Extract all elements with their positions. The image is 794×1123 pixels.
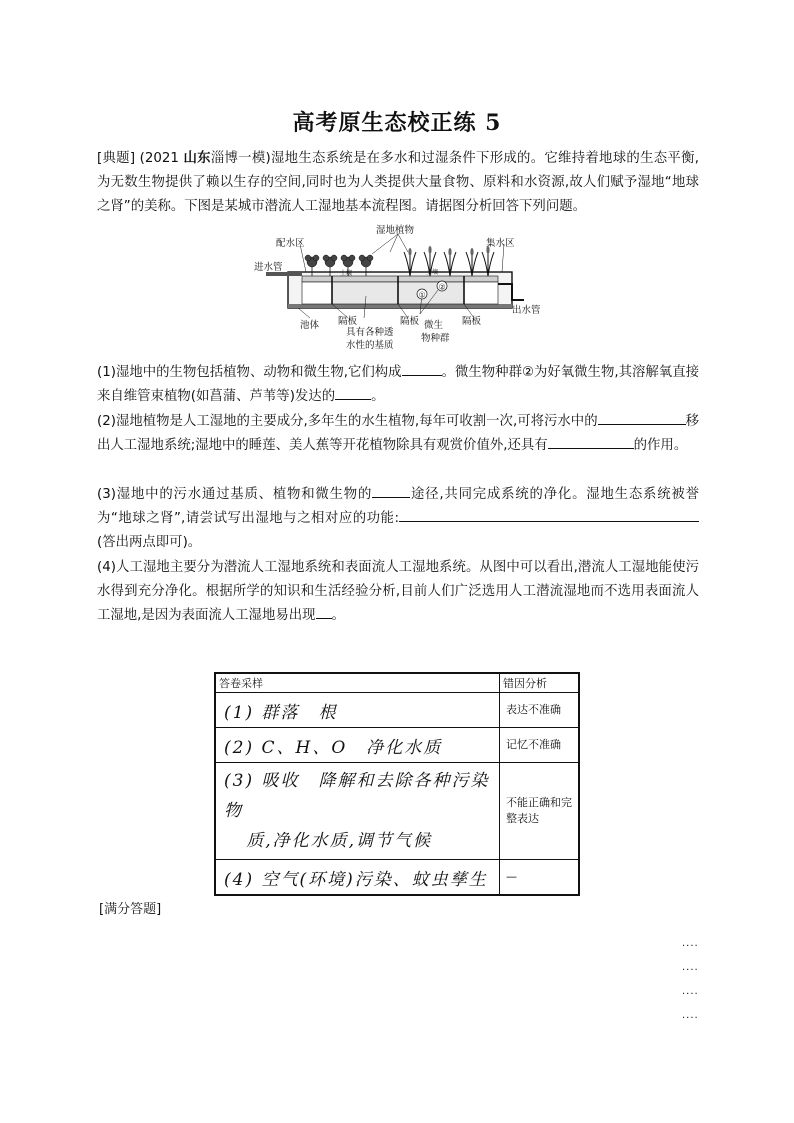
answer-line-dots: .... xyxy=(682,938,699,949)
error-analysis: 表达不准确 xyxy=(500,693,580,728)
substrate-label-2: 水性的基质 xyxy=(346,340,394,351)
inlet-pipe-label: 进水管 xyxy=(254,262,283,273)
answer-handwriting: 吸收 降解和去除各种污染物 xyxy=(224,771,490,821)
table-row xyxy=(215,693,579,728)
q4-text-end: 。 xyxy=(331,608,345,623)
table-row xyxy=(215,763,579,860)
error-analysis: 记忆不准确 xyxy=(500,728,580,763)
q4-text: (4)人工湿地主要分为潜流人工湿地系统和表面流人工湿地系统。从图中可以看出,潜流人工湿地能使污水得到充分净化。根据所学的知识和生活经验分析,目前人们广泛选用人工潜流湿地而不选用表面流人工湿地,是因为表面流人工湿地易出现 xyxy=(97,560,699,623)
collection-zone-label: 集水区 xyxy=(486,238,515,249)
q2-text-a: (2)湿地植物是人工湿地的主要成分,多年生的水生植物,每年可收割一次,可将污水中的 xyxy=(97,414,598,429)
soil-label-a: 土壤 xyxy=(340,270,353,277)
wetland-diagram xyxy=(240,222,560,354)
q3-blank-1[interactable] xyxy=(372,483,410,498)
intro-source-post: 淄博一模) xyxy=(210,151,271,166)
answer-handwriting: 群落 根 xyxy=(261,702,338,723)
q1-text-a: (1)湿地中的生物包括植物、动物和微生物,它们构成 xyxy=(97,365,402,380)
header-error-analysis: 错因分析 xyxy=(500,673,580,693)
intro-paragraph xyxy=(97,147,699,219)
error-analysis: 不能正确和完整表达 xyxy=(500,763,580,860)
pool-label: 池体 xyxy=(300,320,320,331)
q3-blank-2[interactable] xyxy=(399,507,699,522)
distribution-zone-label: 配水区 xyxy=(276,238,305,249)
answer-line-dots: .... xyxy=(682,986,699,997)
answer-num: (2) xyxy=(224,737,255,758)
partition-right-label: 隔板 xyxy=(462,316,482,327)
intro-text: 湿地生态系统是在多水和过湿条件下形成的。它维持着地球的生态平衡,为无数生物提供了赖以生存的空间,同时也为人类提供大量食物、原料和水资源,故人们赋予湿地“地球之肾”的美称。下图是某城市潜流人工湿地基本流程图。请据图分析回答下列问题。 xyxy=(97,151,700,214)
intro-source-bold: 山东 xyxy=(183,151,211,166)
circle-label-1: ① xyxy=(418,290,426,300)
q2-text-b: 移出人工湿地系统;湿地中的睡莲、美人蕉等开花植物除具有观赏价值外,还具有 xyxy=(97,414,699,453)
substrate-label-1: 具有各种透 xyxy=(346,327,394,338)
microbe-label-2: 物种群 xyxy=(421,333,450,344)
answer-handwriting: C、H、O 净化水质 xyxy=(261,737,443,758)
intro-tag: [典题] xyxy=(97,151,136,166)
answer-handwriting: 空气(环境)污染、蚊虫孳生 xyxy=(261,869,488,890)
question-4 xyxy=(97,556,699,628)
header-answer-sample: 答卷采样 xyxy=(215,673,500,693)
full-marks-heading: [满分答题] xyxy=(99,902,162,917)
circle-label-2: ② xyxy=(438,282,446,292)
q1-blank-2[interactable] xyxy=(335,385,371,400)
q2-text-c: 的作用。 xyxy=(633,438,688,453)
q1-text-b: 。微生物种群②为好氧微生物,其溶解氧直接来自维管束植物(如菖蒲、芦苇等)发达的 xyxy=(97,365,699,404)
q1-text-c: 。 xyxy=(371,389,385,404)
question-2 xyxy=(97,410,699,458)
question-1 xyxy=(97,361,699,409)
q1-blank-1[interactable] xyxy=(402,361,442,376)
outlet-pipe-label: 出水管 xyxy=(512,305,541,316)
answer-num: (3) xyxy=(224,771,255,791)
q3-text-a: (3)湿地中的污水通过基质、植物和微生物的 xyxy=(97,487,373,502)
answer-sample-table xyxy=(214,672,580,896)
q4-blank[interactable] xyxy=(316,604,332,619)
q3-text-c: (答出两点即可)。 xyxy=(97,535,202,550)
page-title: 高考原生态校正练 5 xyxy=(292,110,502,136)
answer-line-dots: .... xyxy=(682,962,699,973)
answer-num: (1) xyxy=(224,702,255,723)
answer-line-dots: .... xyxy=(682,1010,699,1021)
answer-handwriting-line2: 质,净化水质,调节气候 xyxy=(246,831,433,851)
soil-label-b: 土壤 xyxy=(426,269,439,276)
q2-blank-1[interactable] xyxy=(598,410,686,425)
question-3 xyxy=(97,483,699,555)
error-analysis: — xyxy=(500,860,580,896)
microbe-label-1: 微生 xyxy=(424,320,444,331)
partition-mid-label: 隔板 xyxy=(400,316,420,327)
table-row xyxy=(215,728,579,763)
table-row xyxy=(215,860,579,896)
answer-num: (4) xyxy=(224,869,255,890)
plants-label: 湿地植物 xyxy=(376,225,415,236)
partition-left-label: 隔板 xyxy=(338,316,358,327)
q2-blank-2[interactable] xyxy=(548,434,634,449)
intro-source-pre: (2021 xyxy=(139,151,184,166)
q3-text-b: 途径,共同完成系统的净化。湿地生态系统被誉为“地球之肾”,请尝试写出湿地与之相对应的功能: xyxy=(97,487,699,526)
